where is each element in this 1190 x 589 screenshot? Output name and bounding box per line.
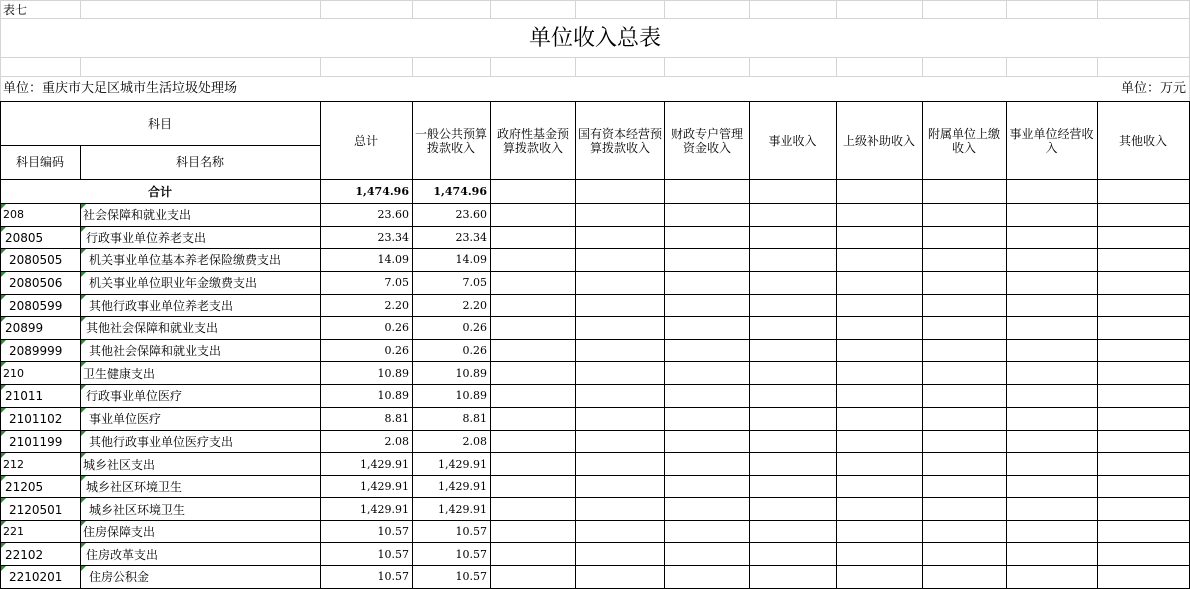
header-state-capital: 国有资本经营预算拨款收入: [577, 127, 662, 155]
cell-indicator-icon: [81, 362, 86, 367]
row-general: 1,429.91: [438, 458, 487, 471]
header-general-budget: 一般公共预算拨款收入: [414, 127, 487, 155]
cell-indicator-icon: [81, 498, 86, 503]
row-general: 1,429.91: [438, 480, 487, 493]
cell-indicator-icon: [1, 476, 6, 481]
row-code: 21205: [5, 480, 44, 494]
cell-indicator-icon: [1, 543, 6, 548]
header-code: 科目编码: [15, 155, 64, 169]
cell-indicator-icon: [1, 204, 6, 209]
cell-indicator-icon: [81, 408, 86, 413]
header-subject: 科目: [147, 117, 172, 131]
row-total: 0.26: [384, 344, 409, 357]
row-total: 10.89: [377, 389, 409, 402]
row-total: 23.60: [377, 208, 409, 221]
header-total: 总计: [353, 134, 378, 148]
unit-label: 单位：万元: [1120, 81, 1186, 96]
header-gov-fund: 政府性基金预算拨款收入: [496, 127, 569, 155]
row-name: 行政事业单位养老支出: [86, 231, 207, 245]
unit-name: 单位：重庆市大足区城市生活垃圾处理场: [3, 81, 238, 96]
row-name: 卫生健康支出: [83, 367, 156, 381]
row-code: 2210201: [9, 570, 63, 584]
cell-indicator-icon: [1, 521, 6, 526]
cell-indicator-icon: [1, 566, 6, 571]
row-name: 行政事业单位医疗: [86, 389, 183, 403]
header-affiliated: 附属单位上缴收入: [927, 127, 1000, 155]
cell-indicator-icon: [81, 453, 86, 458]
row-general: 10.89: [455, 367, 487, 380]
row-name: 其他社会保障和就业支出: [89, 344, 222, 358]
row-name: 其他社会保障和就业支出: [86, 321, 219, 335]
row-total: 1,429.91: [360, 503, 409, 516]
row-code: 2080505: [9, 253, 63, 267]
cell-indicator-icon: [81, 476, 86, 481]
total-row-total: 1,474.96: [355, 185, 409, 198]
cell-indicator-icon: [81, 431, 86, 436]
header-fiscal-special: 财政专户管理资金收入: [670, 127, 743, 155]
row-code: 20899: [5, 321, 44, 335]
cell-indicator-icon: [81, 385, 86, 390]
total-row-label: 合计: [147, 185, 172, 199]
row-code: 2101102: [9, 412, 63, 426]
row-code: 22102: [5, 548, 44, 562]
row-total: 2.20: [384, 299, 409, 312]
cell-indicator-icon: [1, 453, 6, 458]
row-name: 城乡社区环境卫生: [89, 503, 186, 517]
cell-indicator-icon: [1, 431, 6, 436]
row-total: 1,429.91: [360, 480, 409, 493]
row-name: 其他行政事业单位养老支出: [89, 299, 234, 313]
row-code: 2089999: [9, 344, 63, 358]
row-total: 0.26: [384, 321, 409, 334]
cell-indicator-icon: [81, 566, 86, 571]
row-total: 23.34: [377, 231, 409, 244]
row-code: 221: [3, 525, 24, 538]
row-name: 机关事业单位基本养老保险缴费支出: [89, 253, 282, 267]
row-general: 2.08: [462, 435, 487, 448]
cell-indicator-icon: [1, 249, 6, 254]
cell-indicator-icon: [81, 340, 86, 345]
cell-indicator-icon: [81, 543, 86, 548]
row-general: 8.81: [462, 412, 487, 425]
row-code: 2101199: [9, 435, 63, 449]
cell-indicator-icon: [1, 385, 6, 390]
total-row-general: 1,474.96: [433, 185, 487, 198]
cell-indicator-icon: [81, 521, 86, 526]
sheet-label: 表七: [3, 3, 28, 17]
cell-indicator-icon: [1, 498, 6, 503]
row-general: 10.57: [455, 570, 487, 583]
row-name: 住房改革支出: [86, 548, 159, 562]
row-name: 事业单位医疗: [89, 412, 162, 426]
row-general: 14.09: [455, 253, 487, 266]
row-general: 23.60: [455, 208, 487, 221]
row-code: 2120501: [9, 503, 63, 517]
row-code: 2080506: [9, 276, 63, 290]
row-code: 212: [3, 458, 24, 471]
cell-indicator-icon: [1, 408, 6, 413]
row-total: 8.81: [384, 412, 409, 425]
row-general: 10.57: [455, 548, 487, 561]
row-name: 其他行政事业单位医疗支出: [89, 435, 234, 449]
cell-indicator-icon: [1, 227, 6, 232]
row-general: 0.26: [462, 321, 487, 334]
row-general: 2.20: [462, 299, 487, 312]
header-name: 科目名称: [175, 155, 224, 169]
row-name: 住房保障支出: [83, 525, 156, 539]
header-operating: 事业单位经营收入: [1009, 127, 1094, 155]
row-name: 城乡社区环境卫生: [86, 480, 183, 494]
row-code: 210: [3, 367, 24, 380]
row-name: 社会保障和就业支出: [83, 208, 192, 222]
row-general: 10.57: [455, 525, 487, 538]
cell-indicator-icon: [81, 317, 86, 322]
row-name: 城乡社区支出: [83, 458, 156, 472]
cell-indicator-icon: [1, 295, 6, 300]
cell-indicator-icon: [1, 317, 6, 322]
row-general: 10.89: [455, 389, 487, 402]
row-total: 10.89: [377, 367, 409, 380]
header-superior: 上级补助收入: [842, 134, 915, 148]
row-code: 21011: [5, 389, 44, 403]
cell-indicator-icon: [81, 204, 86, 209]
cell-indicator-icon: [81, 227, 86, 232]
cell-indicator-icon: [1, 362, 6, 367]
row-total: 7.05: [384, 276, 409, 289]
row-code: 208: [3, 208, 24, 221]
row-general: 0.26: [462, 344, 487, 357]
cell-indicator-icon: [1, 340, 6, 345]
row-general: 1,429.91: [438, 503, 487, 516]
row-total: 10.57: [377, 570, 409, 583]
row-total: 10.57: [377, 548, 409, 561]
header-business: 事业收入: [768, 134, 817, 148]
cell-indicator-icon: [81, 272, 86, 277]
row-total: 1,429.91: [360, 458, 409, 471]
row-name: 住房公积金: [89, 570, 150, 584]
row-total: 2.08: [384, 435, 409, 448]
row-code: 2080599: [9, 299, 63, 313]
cell-indicator-icon: [81, 249, 86, 254]
header-other: 其他收入: [1118, 134, 1167, 148]
cell-indicator-icon: [81, 295, 86, 300]
page-title: 单位收入总表: [528, 26, 661, 51]
row-total: 10.57: [377, 525, 409, 538]
row-name: 机关事业单位职业年金缴费支出: [89, 276, 258, 290]
row-total: 14.09: [377, 253, 409, 266]
row-general: 23.34: [455, 231, 487, 244]
row-general: 7.05: [462, 276, 487, 289]
cell-indicator-icon: [1, 272, 6, 277]
row-code: 20805: [5, 231, 44, 245]
